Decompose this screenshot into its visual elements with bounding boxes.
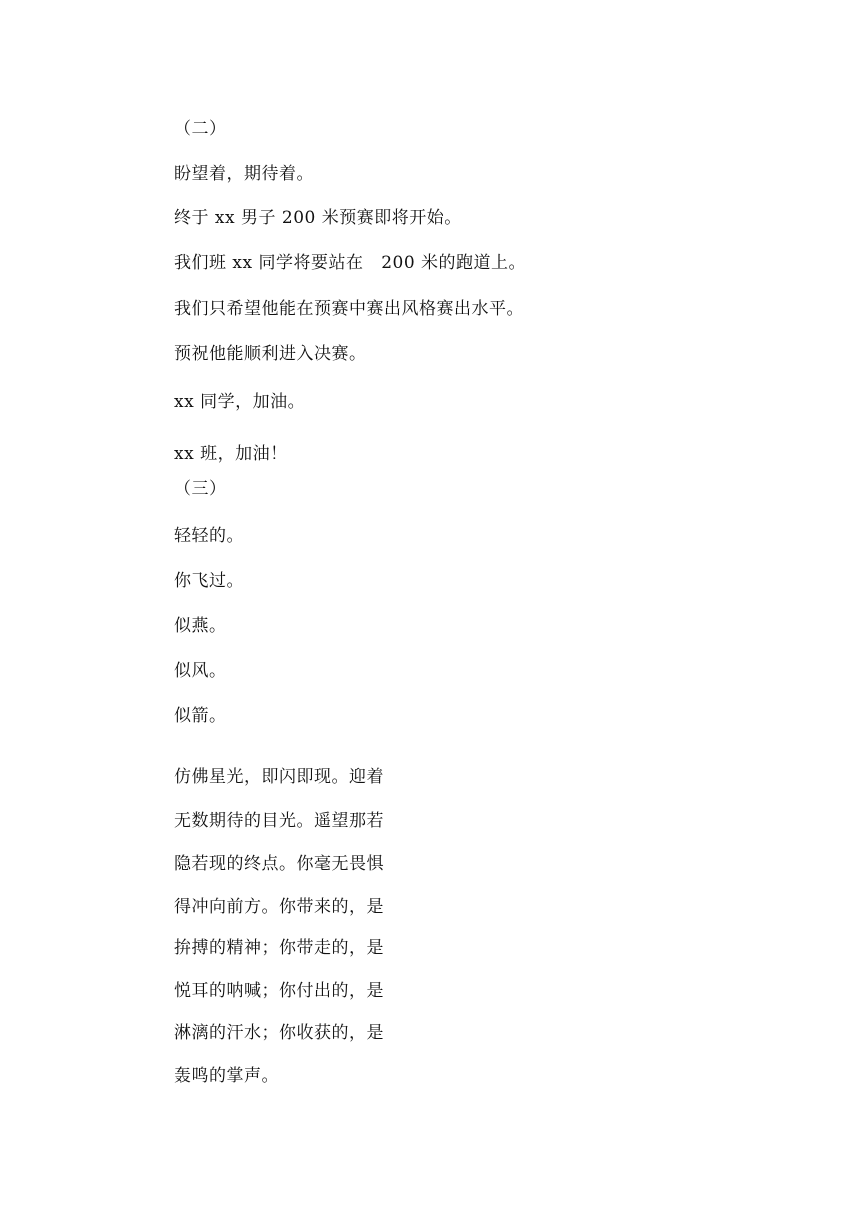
section-2-heading: （二） [174,119,227,139]
section-2-line-6: xx 同学，加油。 [174,392,306,412]
section-2-line-2: 终于 xx 男子 200 米预赛即将开始。 [174,208,462,228]
section-2-line-3: 我们班 xx 同学将要站在 200 米的跑道上。 [174,253,527,273]
section-3-paragraph-line-8: 轰鸣的掌声。 [174,1066,279,1086]
section-2-line-7: xx 班，加油！ [174,444,288,464]
section-2-line-1: 盼望着，期待着。 [174,164,314,184]
section-3-paragraph-line-2: 无数期待的目光。遥望那若 [174,811,384,831]
section-3-short-line-1: 轻轻的。 [174,526,244,546]
section-3-paragraph-line-7: 淋漓的汗水；你收获的，是 [174,1023,384,1043]
section-3-short-line-3: 似燕。 [174,616,227,636]
section-3-short-line-5: 似箭。 [174,706,227,726]
section-3-paragraph-line-4: 得冲向前方。你带来的，是 [174,897,384,917]
section-3-paragraph-line-3: 隐若现的终点。你毫无畏惧 [174,854,384,874]
section-3-paragraph-line-1: 仿佛星光，即闪即现。迎着 [174,767,384,787]
section-3-paragraph-line-6: 悦耳的呐喊；你付出的，是 [174,981,384,1001]
section-3-paragraph-line-5: 拚搏的精神；你带走的，是 [174,938,384,958]
section-2-line-4: 我们只希望他能在预赛中赛出风格赛出水平。 [174,299,524,319]
section-3-heading: （三） [174,479,227,499]
section-3-short-line-4: 似风。 [174,661,227,681]
section-2-line-5: 预祝他能顺利进入决赛。 [174,344,367,364]
section-3-short-line-2: 你飞过。 [174,571,244,591]
